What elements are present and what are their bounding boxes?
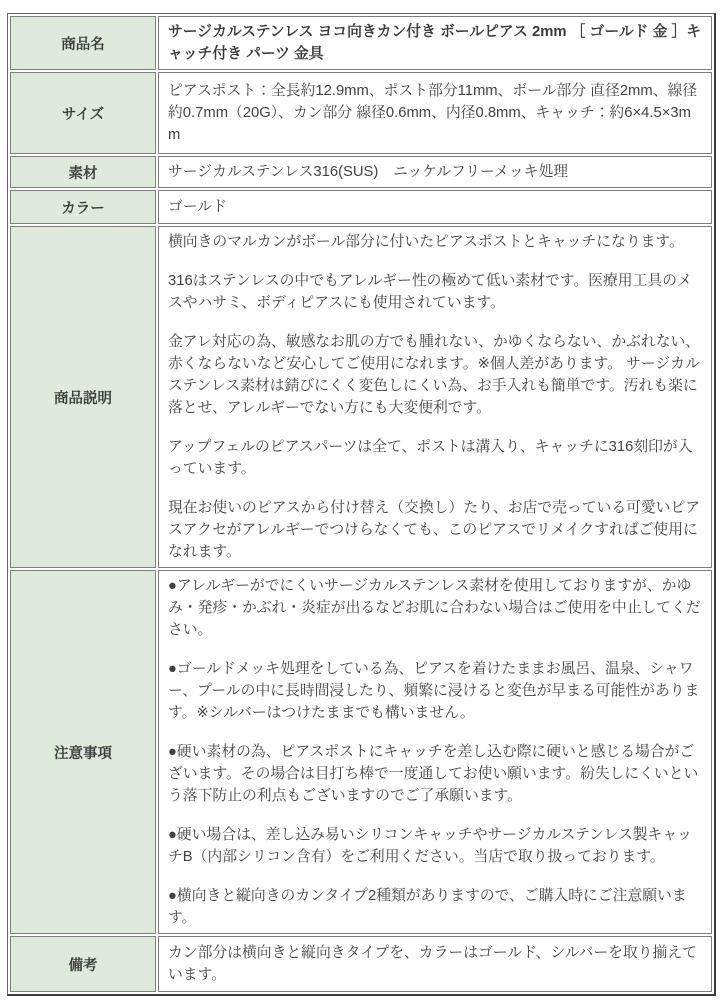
- precaution-item: ●アレルギーがでにくいサージカルステンレス素材を使用しておりますが、かゆみ・発疹・かぶれ・炎症が出るなどお肌に合わない場合はご使用を中止してください。: [168, 578, 701, 638]
- product-spec-table: [7, 13, 716, 996]
- precaution-item: ●硬い素材の為、ピアスポストにキャッチを差し込む際に硬いと感じる場合がございます。その場合は目打ち棒で一度通してお使い願います。紛失しにくいという落下防止の利点もございますのでご了承願います。: [168, 744, 699, 804]
- row-label-material: 素材: [10, 156, 156, 188]
- color-value: ゴールド: [158, 190, 712, 224]
- table-row-color: [10, 190, 712, 224]
- precaution-item: ●横向きと縦向きのカンタイプ2種類がありますので、ご購入時にご注意願います。: [168, 888, 687, 926]
- description-paragraph: アップフェルのピアスパーツは全て、ポストは溝入り、キャッチに316刻印が入っています。: [168, 439, 693, 477]
- precautions-value: [158, 570, 712, 934]
- precaution-item: ●硬い場合は、差し込み易いシリコンキャッチやサージカルステンレス製キャッチB（内部シリコン含有）をご利用ください。当店で取り扱っております。: [168, 827, 692, 865]
- remarks-value: カン部分は横向きと縦向きタイプを、カラーはゴールド、シルバーを取り揃えています。: [158, 936, 712, 992]
- table-row-material: [10, 156, 712, 188]
- row-label-product-name: 商品名: [10, 16, 156, 70]
- table-row-remarks: [10, 936, 712, 992]
- row-label-remarks: 備考: [10, 936, 156, 992]
- row-label-size: サイズ: [10, 72, 156, 154]
- precaution-item: ●ゴールドメッキ処理をしている為、ピアスを着けたままお風呂、温泉、シャワー、プールの中に長時間浸したり、頻繁に浸けると変色が早まる可能性があります。※シルバーはつけたままでも構いません。: [168, 661, 700, 721]
- table-row-product-name: [10, 16, 712, 70]
- row-label-precautions: 注意事項: [10, 570, 156, 934]
- table-row-size: [10, 72, 712, 154]
- product-name-value: サージカルステンレス ヨコ向きカン付き ボールピアス 2mm ［ ゴールド 金 ］キャッチ付き パーツ 金具: [158, 16, 712, 70]
- size-value: ピアスポスト：全長約12.9mm、ポスト部分11mm、ボール部分 直径2mm、線径約0.7mm（20G）、カン部分 線径0.6mm、内径0.8mm、キャッチ：約6×4.5×3mm: [158, 72, 712, 154]
- material-value: サージカルステンレス316(SUS) ニッケルフリーメッキ処理: [158, 156, 712, 188]
- row-label-color: カラー: [10, 190, 156, 224]
- description-value: [158, 226, 712, 568]
- table-row-precautions: [10, 570, 712, 934]
- description-paragraph: 横向きのマルカンがボール部分に付いたピアスポストとキャッチになります。: [168, 234, 684, 250]
- description-paragraph: 現在お使いのピアスから付け替え（交換し）たり、お店で売っている可愛いピアスアクセがアレルギーでつけらなくても、このピアスでリメイクすればご使用になれます。: [168, 500, 701, 560]
- description-paragraph: 316はステンレスの中でもアレルギー性の極めて低い素材です。医療用工具のメスやハサミ、ボディピアスにも使用されています。: [168, 273, 692, 311]
- row-label-description: 商品説明: [10, 226, 156, 568]
- table-row-description: [10, 226, 712, 568]
- description-paragraph: 金アレ対応の為、敏感なお肌の方でも腫れない、かゆくならない、かぶれない、赤くならないなど安心してご使用になれます。※個人差があります。 サージカルステンレス素材は錆びにくく変色しにくい為、お手入れも簡単です。汚れも楽に落とせ、アレルギーでない方にも大変便利です。: [168, 334, 701, 416]
